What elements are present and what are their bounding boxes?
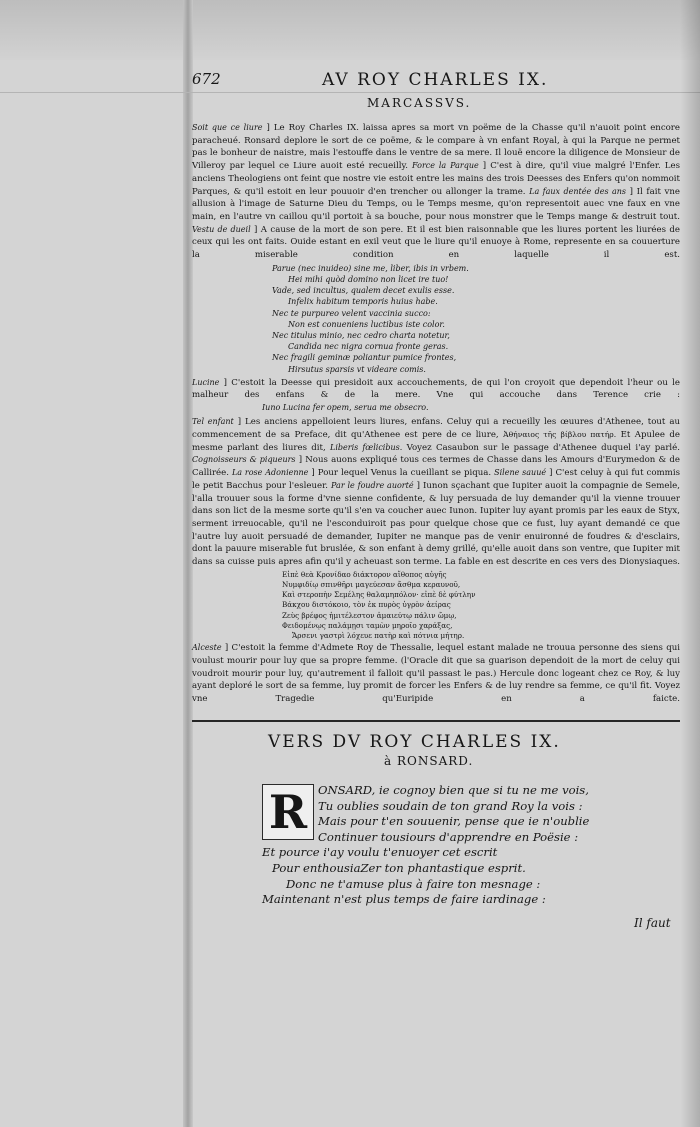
quote-line: Nec te purpureo velent vaccinia succo: [272, 308, 431, 318]
lemma: Tel enfant [192, 417, 234, 427]
catchword: Il faut [634, 916, 671, 930]
verses-subtitle: à RONSARD. [384, 754, 474, 768]
note-text: ] C'estoit la femme d'Admete Roy de Thessalie, lequel estant malade ne trouua personne des siens qui voulust mourir pour luy que sa propre femme. (l'Oracle dit que sa guarison dependoit de la mort de celuy qui voudroit mourir pour luy, qu'autrement il falloit qu'il passast le pas.) Hercule donc logeant chez ce Roy, & luy ayant deploré le sort de sa femme, luy promit de forcer les Enfers & de luy rendre sa femme, ce qu'il fit. Voyez vne Tragedie qu'Euripide en a faicte. [192, 643, 680, 705]
quote-line: Vade, sed incultus, qualem decet exulis esse. [272, 286, 455, 296]
lemma: La faux dentée des ans [529, 186, 627, 196]
latin-phrase: Liberis fœlicibus. [330, 442, 403, 452]
lemma: La rose Adonienne [231, 468, 309, 478]
terence-quote: Iuno Lucina fer opem, serua me obsecro. [262, 403, 429, 413]
greek-line: Ἄρσενι γαστρὶ λόχευε πατὴρ καὶ πότνια μήτηρ. [292, 631, 465, 641]
poem-line: Mais pour t'en souuenir, pense que ie n'oublie [318, 814, 590, 829]
book-page [192, 60, 680, 960]
verses-title: VERS DV ROY CHARLES IX. [268, 732, 561, 752]
lemma: Vestu de dueil [192, 224, 251, 234]
note-text: ] Les anciens appelloient leurs liures, enfans. Celuy qui a recueilly les œuures d'Athenee, tout au commencement de sa Preface, dit qu'Athenee est pere de ce liure, [192, 417, 680, 441]
note-text: ] Pour lequel Venus la cueillant se piqua. [311, 468, 492, 479]
greek-line: Καὶ στεροπὴν Σεμέλης θαλαμηπόλον· εἰπὲ δὲ φύτλην [282, 590, 476, 600]
lemma: Force la Parque [412, 161, 479, 171]
poem [262, 783, 672, 908]
poem-line: Donc ne t'amuse plus à faire ton mesnage : [286, 876, 541, 891]
quote-line: Hirsutus sparsis vt videare comis. [288, 364, 426, 374]
poem-line: Continuer tousiours d'apprendre en Poësie : [318, 829, 579, 844]
greek-line: Βάκχου διστόκοιο, τὸν ἐκ πυρὸς ὑγρὸν ἀείρας [282, 600, 451, 610]
lemma: Lucine [192, 377, 220, 387]
running-header [192, 66, 680, 94]
lemma: Soit que ce liure [192, 123, 263, 132]
note-text: ] C'est à dire, qu'il viue malgré l'Enfer. Les anciens Theologiens ont feint que nostre vie estoit entre les mains des trois Deesses des Enfers qu'on nommoit Parques, & qu'il estoit en leur pouuoir d'en trencher ou allonger la trame. [192, 161, 681, 197]
note-text: ] C'estoit la Deesse qui presidoit aux accouchements, de qui l'on croyoit que dependoit l'heur ou le malheur des enfans & de la mere. Vne qui accouche dans Terence crie : [192, 377, 680, 401]
page-edge-shadow [680, 0, 700, 1127]
note-text: Et Apulee de mesme parlant des liures dit, [192, 430, 680, 453]
note-text: ] Nous auons expliqué tous ces termes de Chasse dans les Amours d'Eurymedon & de Callirée. [192, 455, 680, 479]
running-title: AV ROY CHARLES IX. [322, 70, 549, 90]
greek-line: Εἰπὲ θεὰ Κρονίδαο διάκτορον αἴθοπος αὐγῆς [282, 569, 447, 579]
lemma: Par le foudre auorté [331, 480, 414, 490]
poem-line: Maintenant n'est plus temps de faire iardinage : [262, 892, 546, 907]
scan-top-margin [0, 0, 700, 60]
lemma: Silene sauué [494, 468, 547, 478]
poem-line: Pour enthousiaZer ton phantastique esprit. [272, 860, 526, 875]
note-text: ] C'est celuy à qui fut commis le petit Bacchus pour l'esleuer. [192, 468, 680, 491]
greek-line: Ζεὺς βρέφος ἡμιτέλεστον ἀμαιεύτῳ πάλιν ὤμῳ, [282, 610, 457, 620]
commentary-paragraph [192, 377, 680, 402]
commentary-paragraph [192, 642, 680, 706]
note-text: Voyez Casaubon sur le passage d'Athenee duquel i'ay parlé. [406, 442, 681, 453]
quote-line: Nec titulus minio, nec cedro charta notetur, [272, 330, 450, 340]
section-title: MARCASSVS. [367, 96, 472, 110]
greek-verse [192, 570, 680, 641]
note-text: ] Le Roy Charles IX. laissa apres sa mort vn poëme de la Chasse qu'il n'auoit point encore paracheué. Ronsard deplore le sort de ce poëme, & le compare à vn enfant Royal, à qui la Parque ne permet pas le bonheur de naistre, mais l'estouffe dans le ventre de sa mere. Il louë encore la diligence de Monsieur de Villeroy par lequel ce Liure auoit esté recueilly. [192, 123, 681, 172]
quote-line: Infelix habitum temporis huius habe. [288, 297, 438, 307]
poem-line: Et pource i'ay voulu t'enuoyer cet escrit [262, 845, 498, 860]
poem-line: Tu oublies soudain de ton grand Roy la vois : [318, 798, 583, 813]
dropcap-letter: R [268, 785, 308, 839]
commentary-block [192, 122, 680, 706]
commentary-paragraph [192, 122, 680, 262]
section-divider [192, 720, 680, 722]
quote-line: Candida nec nigra cornua fronte geras. [288, 342, 449, 352]
note-text: ] A cause de la mort de son pere. Et il est bien raisonnable que les liures portent les liurées de ceux qui les ont faits. Ouide estant en exil veut que le liure qu'il enuoye à Rome, represente en sa couuerture la miserable condition en laquelle il est. [192, 224, 680, 261]
lemma: Alceste [192, 643, 222, 653]
lemma: Cognoisseurs & piqueurs [192, 455, 296, 465]
quote-line: Parue (nec inuideo) sine me, liber, ibis in vrbem. [272, 263, 469, 273]
quote-line: Hei mihi quòd domino non licet ire tuo! [288, 274, 449, 284]
greek-line: Φειδομένῳς παλάμῃσι ταμὼν μηροῖο χαράξας, [282, 620, 453, 630]
quote-line: Non est conueniens luctibus iste color. [288, 319, 445, 329]
greek-line: Νυμφιδίῳ σπινθῆρι μαγεύεσαν ἄσθμα κεραυνοῦ, [282, 580, 461, 590]
note-text: ] Il fait vne allusion à l'image de Saturne Dieu du Temps, ou le Temps mesme, qu'on representoit auec vne faux en vne main, en l'autre vn caillou qu'il portoit à sa bouche, pour nous monstrer que le Temps mange & destruit tout. [192, 186, 681, 222]
ovid-quote [192, 263, 680, 375]
greek-phrase: Ἀθήναιος τῆς βίβλου πατήρ. [503, 430, 617, 440]
commentary-paragraph [192, 416, 680, 568]
quote-line: Nec fragili geminæ poliantur pumice frontes, [272, 353, 457, 363]
note-text: ] Iunon sçachant que Iupiter auoit la compagnie de Semele, l'alla trouuer sous la forme d'vne sienne confidente, & luy persuada de luy demander qu'il la vienne trouuer dans son lict de la mesme sorte qu'il s'en va coucher auec Iunon. Iupiter luy ayant promis par les eaux de Styx, serment irreuocable, qu'il ne l'esconduiroit pas pour quelque chose que ce fust, luy ayant demandé ce que l'autre luy auoit persuadé de demander, Iupiter ne manque pas de venir enuironné de foudres & d'esclairs, dont la pauure miserable fut bruslée, & son enfant à demy grillé, qu'elle auoit dans son ventre, que Iupiter mit dans sa cuisse puis apres afin qu'il y acheuast son terme. La fable en est descrite en ces vers des Dionysiaques. [192, 480, 681, 568]
poem-line: ONSARD, ie cognoy bien que si tu ne me vois, [318, 783, 589, 797]
page-number: 672 [192, 70, 221, 88]
